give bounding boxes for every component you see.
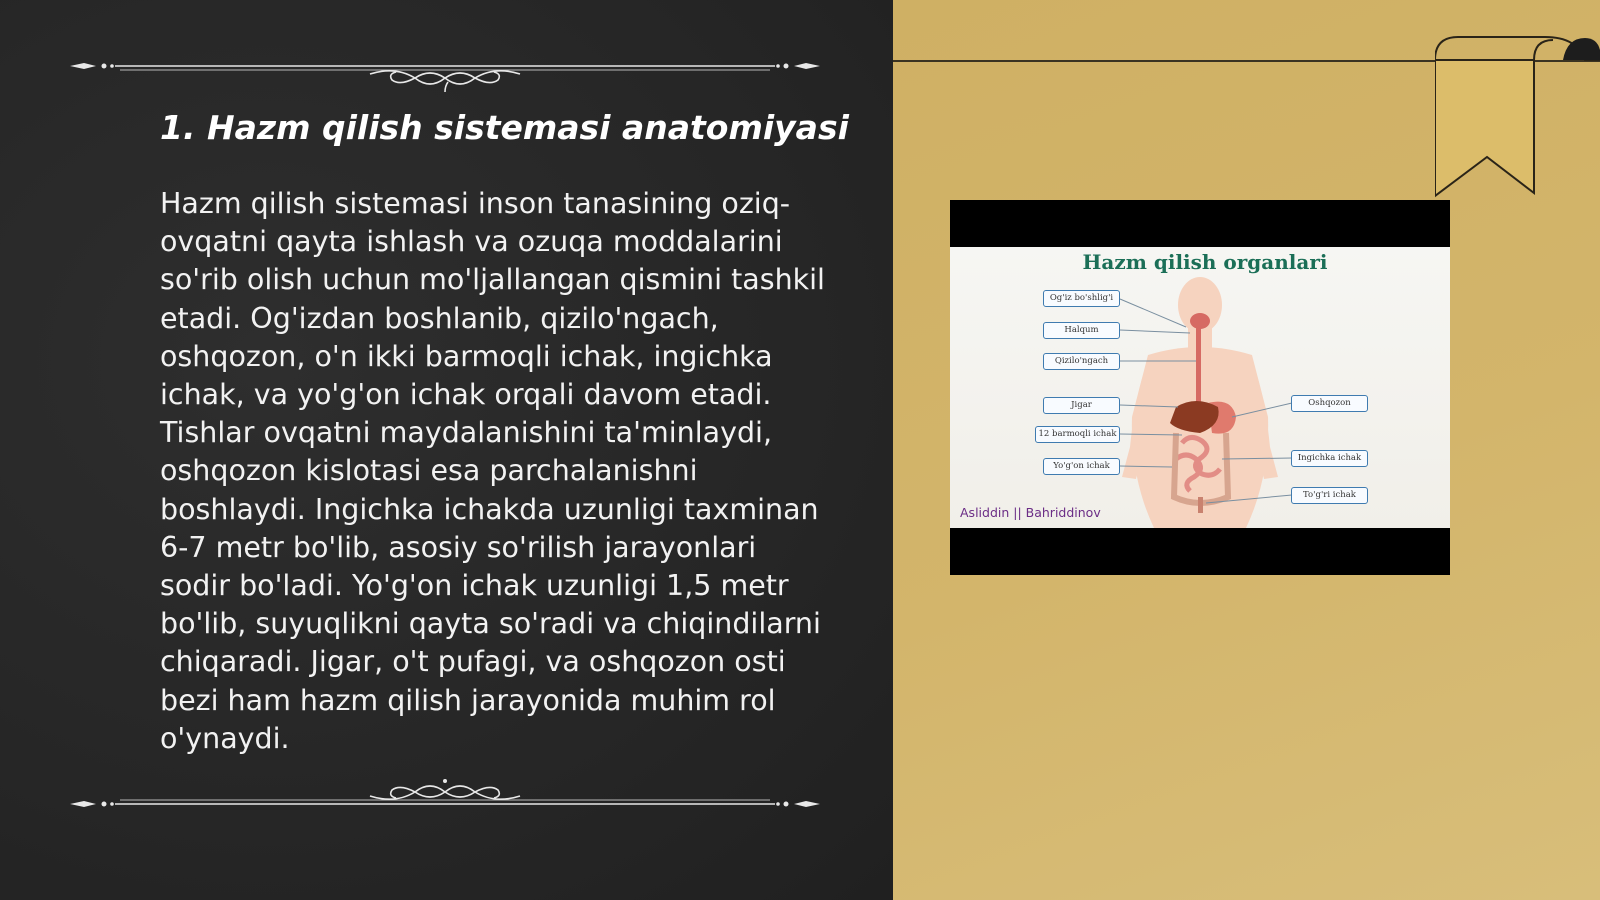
diagram-area <box>950 247 1450 528</box>
digestive-system-image <box>950 200 1450 575</box>
label-stomach: Oshqozon <box>1291 395 1368 412</box>
label-duodenum: 12 barmoqli ichak <box>1035 426 1120 443</box>
label-small-intestine: Ingichka ichak <box>1291 450 1368 467</box>
digestive-organs-illustration-icon <box>950 247 1450 528</box>
label-liver: Jigar <box>1043 397 1120 414</box>
bookmark-ribbon-icon <box>1435 36 1600 201</box>
slide-body-text: Hazm qilish sistemasi inson tanasining oziq-ovqatni qayta ishlash va ozuqa moddalarini so'rib olish uchun mo'ljallangan qismini tashkil etadi. Og'izdan boshlanib, qizilo'ngach, oshqozon, o'n ikki barmoqli ichak, ingichka ichak, va yo'g'on ichak orqali davom etadi. Tishlar ovqatni maydalanishini ta'minlaydi, oshqozon kislotasi esa parchalanishni boshlaydi. Ingichka ichakda uzunligi taxminan 6-7 metr bo'lib, asosiy so'rilish jarayonlari sodir bo'ladi. Yo'g'on ichak uzunligi 1,5 metr bo'lib, suyuqlikni qayta so'radi va chiqindilarni chiqaradi. Jigar, o't pufagi, va oshqozon osti bezi ham hazm qilish jarayonida muhim rol o'ynaydi. <box>160 187 825 755</box>
label-rectum: To'g'ri ichak <box>1291 487 1368 504</box>
ornament-divider-bottom-icon <box>60 778 830 828</box>
ornament-divider-top-icon <box>60 42 830 92</box>
diagram-title: Hazm qilish organlari <box>1082 250 1328 274</box>
image-watermark: Asliddin || Bahriddinov <box>960 505 1101 520</box>
slide-title: 1. Hazm qilish sistemasi anatomiyasi <box>160 108 849 147</box>
label-esophagus: Qizilo'ngach <box>1043 353 1120 370</box>
label-mouth: Og'iz bo'shlig'i <box>1043 290 1120 307</box>
label-pharynx: Halqum <box>1043 322 1120 339</box>
label-colon: Yo'g'on ichak <box>1043 458 1120 475</box>
